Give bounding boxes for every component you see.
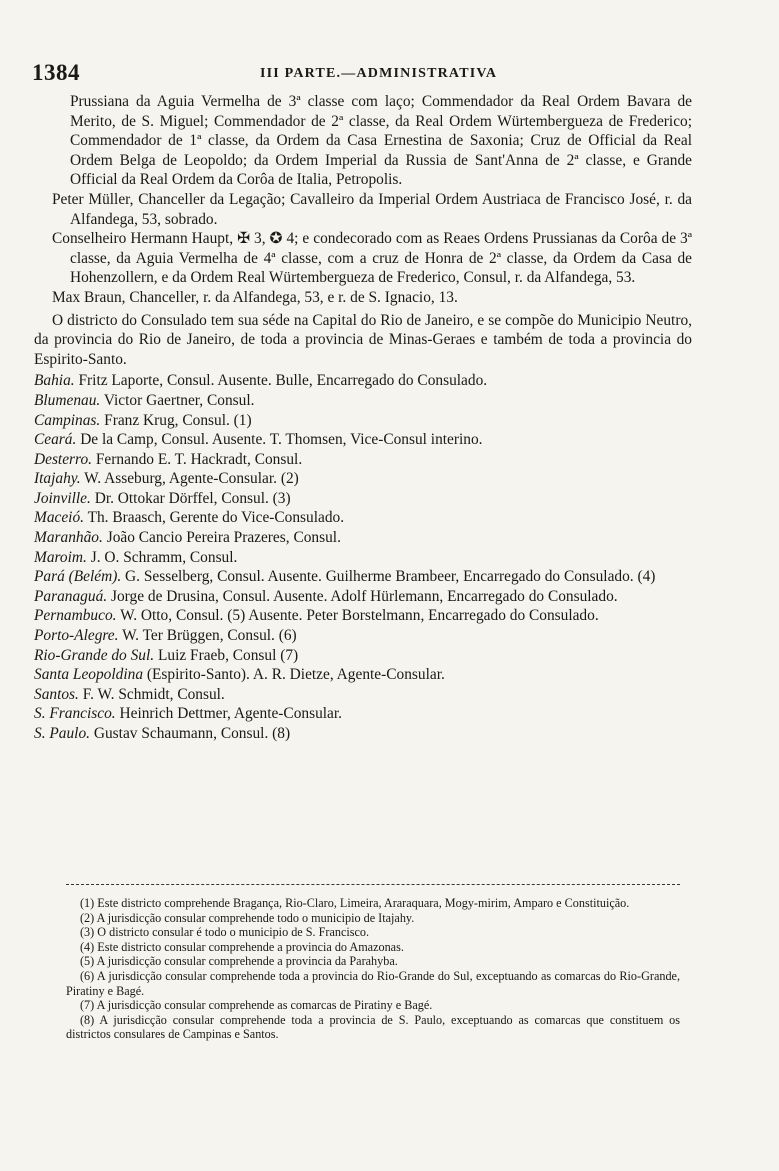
consulate-place: S. Paulo. (34, 725, 91, 742)
footnote: (1) Este districto comprehende Bragança, Rio-Claro, Limeira, Araraquara, Mogy-mirim, Amparo e Constituição. (80, 896, 630, 910)
consulate-entry (34, 665, 692, 685)
staff-entry: Conselheiro Hermann Haupt, ✠ 3, ✪ 4; e condecorado com as Reaes Ordens Prussianas da Corôa de 3ª classe, da Aguia Vermelha de 4ª classe, com a cruz de Honra de 2ª classe, da Ordem da Casa de Hohenzollern, e da Ordem Real Würtembergueza de Frederico, Consul, r. da Alfandega, 53. (52, 230, 692, 287)
consulate-place: Pernambuco. (34, 607, 117, 625)
staff-entry: Peter Müller, Chanceller da Legação; Cavalleiro da Imperial Ordem Austriaca de Francisco José, r. da Alfandega, 53, sobrado. (52, 190, 692, 228)
consulate-text: G. Sesselberg, Consul. Ausente. Guilherme Brambeer, Encarregado do Consulado. (4) (125, 568, 656, 586)
consulate-entry (34, 646, 692, 666)
consulate-entry (34, 508, 692, 528)
consulate-entry (34, 528, 692, 548)
consulate-place: Pará (Belém). (34, 568, 122, 586)
district-paragraph: O districto do Consulado tem sua séde na Capital do Rio de Janeiro, e se compõe do Municipio Neutro, da provincia do Rio de Janeiro, de toda a provincia de Minas-Geraes e também de toda a provincia do Espirito-Santo. (34, 311, 692, 368)
consulate-place: Rio-Grande do Sul. (34, 646, 155, 664)
consulate-text: Dr. Ottokar Dörffel, Consul. (3) (94, 489, 291, 507)
consulate-place: Maceió. (34, 509, 84, 527)
consulate-place: Porto-Alegre. (34, 627, 119, 645)
consulate-text: Victor Gaertner, Consul. (103, 391, 255, 409)
consulate-text: Fritz Laporte, Consul. Ausente. Bulle, Encarregado do Consulado. (78, 372, 488, 390)
consulate-entry (34, 450, 692, 470)
consulate-text: Luiz Fraeb, Consul (7) (157, 646, 299, 664)
consulate-entry (34, 567, 692, 587)
consulate-text: Fernando E. T. Hackradt, Consul. (95, 450, 303, 468)
consulate-text: Jorge de Drusina, Consul. Ausente. Adolf Hürlemann, Encarregado do Consulado. (110, 587, 618, 605)
consulate-text: De la Camp, Consul. Ausente. T. Thomsen, Vice-Consul interino. (80, 431, 483, 449)
staff-entry: Max Braun, Chanceller, r. da Alfandega, 53, e r. de S. Ignacio, 13. (52, 288, 458, 306)
body-text (34, 92, 692, 744)
consulate-entry (34, 626, 692, 646)
continuation-paragraph: Prussiana da Aguia Vermelha de 3ª classe com laço; Commendador da Real Ordem Bavara de Merito, de S. Miguel; Commendador de 2ª classe, da Real Ordem Würtembergueza de Frederico; Commendador de 1ª classe, da Ordem da Casa Ernestina de Saxonia; Cruz de Official da Real Ordem Belga de Leopoldo; da Ordem Imperial da Russia de Sant'Anna de 2ª classe, e Grande Official da Real Ordem da Corôa de Italia, Petropolis. (70, 93, 692, 189)
consulate-text: Heinrich Dettmer, Agente-Consular. (119, 705, 343, 723)
consulate-entry (34, 606, 692, 626)
consulate-text: J. O. Schramm, Consul. (90, 548, 238, 566)
running-head: III PARTE.—ADMINISTRATIVA (260, 66, 498, 81)
consulate-place: Bahia. (34, 372, 75, 390)
footnote: (8) A jurisdicção consular comprehende toda a provincia de S. Paulo, exceptuando as comarcas que constituem os districtos consulares de Campinas e Santos. (66, 1012, 680, 1042)
footnotes (66, 896, 680, 1042)
footnote: (3) O districto consular é todo o municipio de S. Francisco. (80, 925, 370, 940)
footnote: (4) Este districto consular comprehende a provincia do Amazonas. (80, 939, 404, 954)
footnote: (2) A jurisdicção consular comprehende todo o municipio de Itajahy. (80, 910, 415, 925)
consulate-place: Campinas. (34, 411, 101, 429)
consulate-place: Desterro. (34, 450, 92, 468)
consulate-place: Ceará. (34, 431, 77, 449)
consulate-entry (34, 704, 692, 724)
consulate-entry (34, 724, 692, 744)
consulate-place: Blumenau. (34, 391, 101, 409)
consulate-entry (34, 587, 692, 607)
consulate-entry (34, 685, 692, 705)
consulate-entry (34, 411, 692, 431)
footnote: (5) A jurisdicção consular comprehende a provincia da Parahyba. (80, 954, 398, 969)
consulate-text: Th. Braasch, Gerente do Vice-Consulado. (87, 509, 345, 527)
consulate-text: João Cancio Pereira Prazeres, Consul. (106, 529, 341, 547)
consulate-place: Maranhão. (34, 529, 103, 547)
consulate-place: Maroim. (34, 548, 87, 566)
consulate-place: S. Francisco. (34, 705, 116, 723)
footnote: (7) A jurisdicção consular comprehende as comarcas de Piratiny e Bagé. (80, 998, 433, 1013)
consulate-place: Paranaguá. (34, 587, 108, 605)
consulate-entry (34, 548, 692, 568)
consulate-entry (34, 391, 692, 411)
consulate-entry (34, 489, 692, 509)
consulate-entry (34, 469, 692, 489)
consulate-place: Santos. (34, 685, 79, 703)
page-header (22, 60, 722, 90)
consulate-text: F. W. Schmidt, Consul. (82, 685, 225, 703)
footnote: (6) A jurisdicção consular comprehende toda a provincia do Rio-Grande do Sul, exceptuando as comarcas do Rio-Grande, Piratiny e Bagé. (66, 968, 680, 998)
consulate-text: (Espirito-Santo). A. R. Dietze, Agente-Consular. (146, 666, 445, 684)
consulate-entry (34, 430, 692, 450)
consulate-place: Joinville. (34, 489, 91, 507)
consulate-entry (34, 371, 692, 391)
consulate-text: Gustav Schaumann, Consul. (8) (93, 725, 291, 742)
footnote-divider (66, 884, 680, 885)
page-number: 1384 (32, 60, 80, 85)
consulate-text: Franz Krug, Consul. (1) (104, 411, 252, 429)
consulate-place: Santa Leopoldina (34, 666, 144, 684)
consulate-text: W. Ter Brüggen, Consul. (6) (122, 627, 297, 645)
consulate-list (34, 371, 692, 743)
consulate-place: Itajahy. (34, 470, 81, 488)
consulate-text: W. Asseburg, Agente-Consular. (2) (84, 470, 299, 488)
consulate-text: W. Otto, Consul. (5) Ausente. Peter Borstelmann, Encarregado do Consulado. (120, 607, 599, 625)
